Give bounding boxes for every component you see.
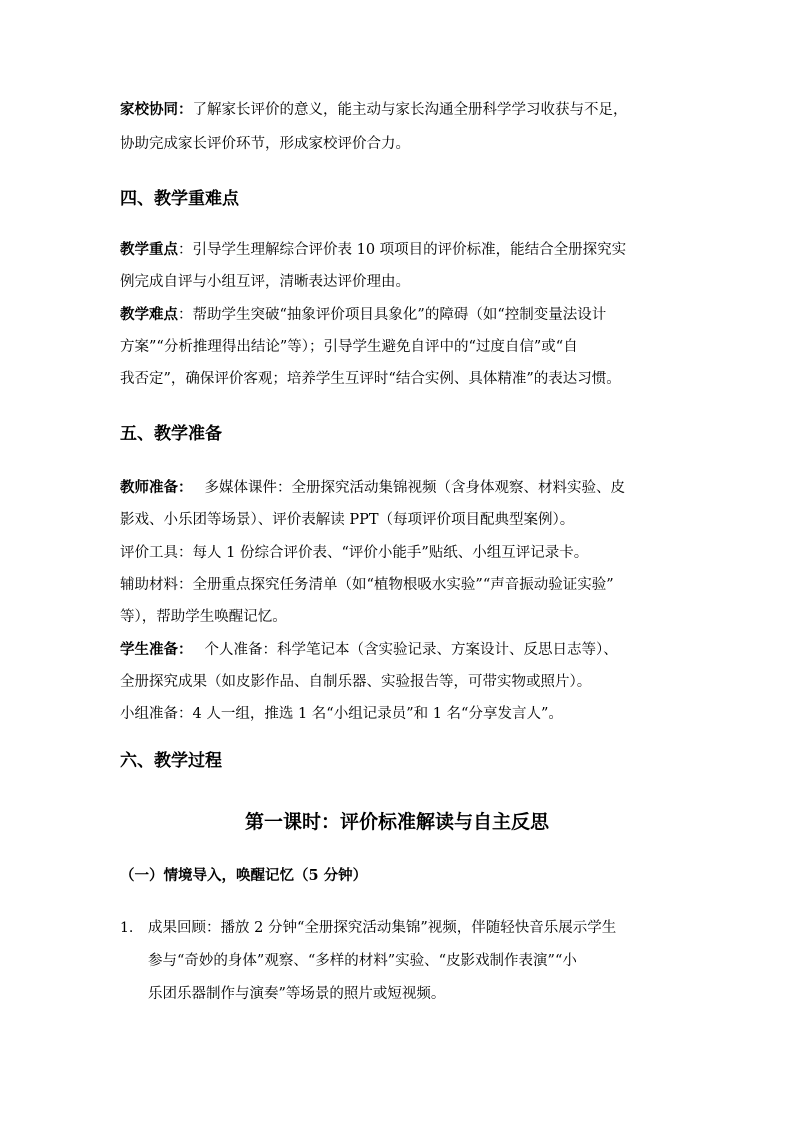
student-prep-line-2: 全册探究成果（如皮影作品、自制乐器、实验报告等，可带实物或照片）。 — [120, 674, 592, 690]
difficulty-text-1: ：帮助学生突破“抽象评价项目具象化”的障碍（如“控制变量法设计 — [178, 307, 607, 323]
focus-line-2: 例完成自评与小组互评，清晰表达评价理由。 — [120, 274, 410, 290]
list-item-line-2: 参与“奇妙的身体”观察、“多样的材料”实验、“皮影戏制作表演”“小 — [148, 953, 577, 969]
student-prep-label: 学生准备： — [120, 641, 193, 658]
subsection-heading: （一）情境导入，唤醒记忆（5 分钟） — [120, 867, 368, 884]
list-item-line-3: 乐团乐器制作与演奏”等场景的照片或短视频。 — [148, 986, 446, 1002]
home-school-line-1 — [120, 100, 680, 120]
group-prep-line: 小组准备：4 人一组，推选 1 名“小组记录员”和 1 名“分享发言人”。 — [120, 706, 563, 722]
home-school-line-2: 协助完成家长评价环节，形成家校评价合力。 — [120, 136, 410, 152]
difficulty-line-3: 我否定”，确保评价客观；培养学生互评时“结合实例、具体精准”的表达习惯。 — [120, 371, 621, 387]
section-6-heading: 六、教学过程 — [120, 751, 222, 771]
home-school-label: 家校协同： — [120, 101, 193, 118]
home-school-text-1: 了解家长评价的意义，能主动与家长沟通全册科学学习收获与不足， — [192, 102, 628, 118]
focus-line-1 — [120, 240, 680, 260]
aux-materials-line-1: 辅助材料：全册重点探究任务清单（如“植物根吸水实验”“声音振动验证实验” — [120, 577, 614, 593]
difficulty-line-1 — [120, 305, 680, 325]
focus-text-1: ：引导学生理解综合评价表 10 项项目的评价标准，能结合全册探究实 — [178, 242, 627, 258]
difficulty-line-2: 方案”“分析推理得出结论”等）；引导学生避免自评中的“过度自信”或“自 — [120, 339, 578, 355]
section-4-heading: 四、教学重难点 — [120, 189, 239, 209]
teacher-prep-label: 教师准备： — [120, 479, 193, 496]
tools-line: 评价工具：每人 1 份综合评价表、“评价小能手”贴纸、小组互评记录卡。 — [120, 545, 589, 561]
student-prep-line-1 — [120, 640, 680, 660]
focus-label: 教学重点 — [120, 241, 178, 258]
student-prep-text-1: 个人准备：科学笔记本（含实验记录、方案设计、反思日志等）、 — [204, 642, 618, 658]
list-item-number: 1. — [120, 920, 134, 936]
teacher-prep-text-1: 多媒体课件：全册探究活动集锦视频（含身体观察、材料实验、皮 — [204, 480, 625, 496]
lesson-title: 第一课时：评价标准解读与自主反思 — [244, 811, 549, 833]
section-5-heading: 五、教学准备 — [120, 424, 222, 444]
aux-materials-line-2: 等），帮助学生唤醒记忆。 — [120, 609, 287, 625]
list-item-line-1: 成果回顾：播放 2 分钟“全册探究活动集锦”视频，伴随轻快音乐展示学生 — [148, 920, 617, 936]
teacher-prep-line-1 — [120, 478, 680, 498]
teacher-prep-line-2: 影戏、小乐团等场景）、评价表解读 PPT（每项评价项目配典型案例）。 — [120, 512, 575, 528]
difficulty-label: 教学难点 — [120, 306, 178, 323]
